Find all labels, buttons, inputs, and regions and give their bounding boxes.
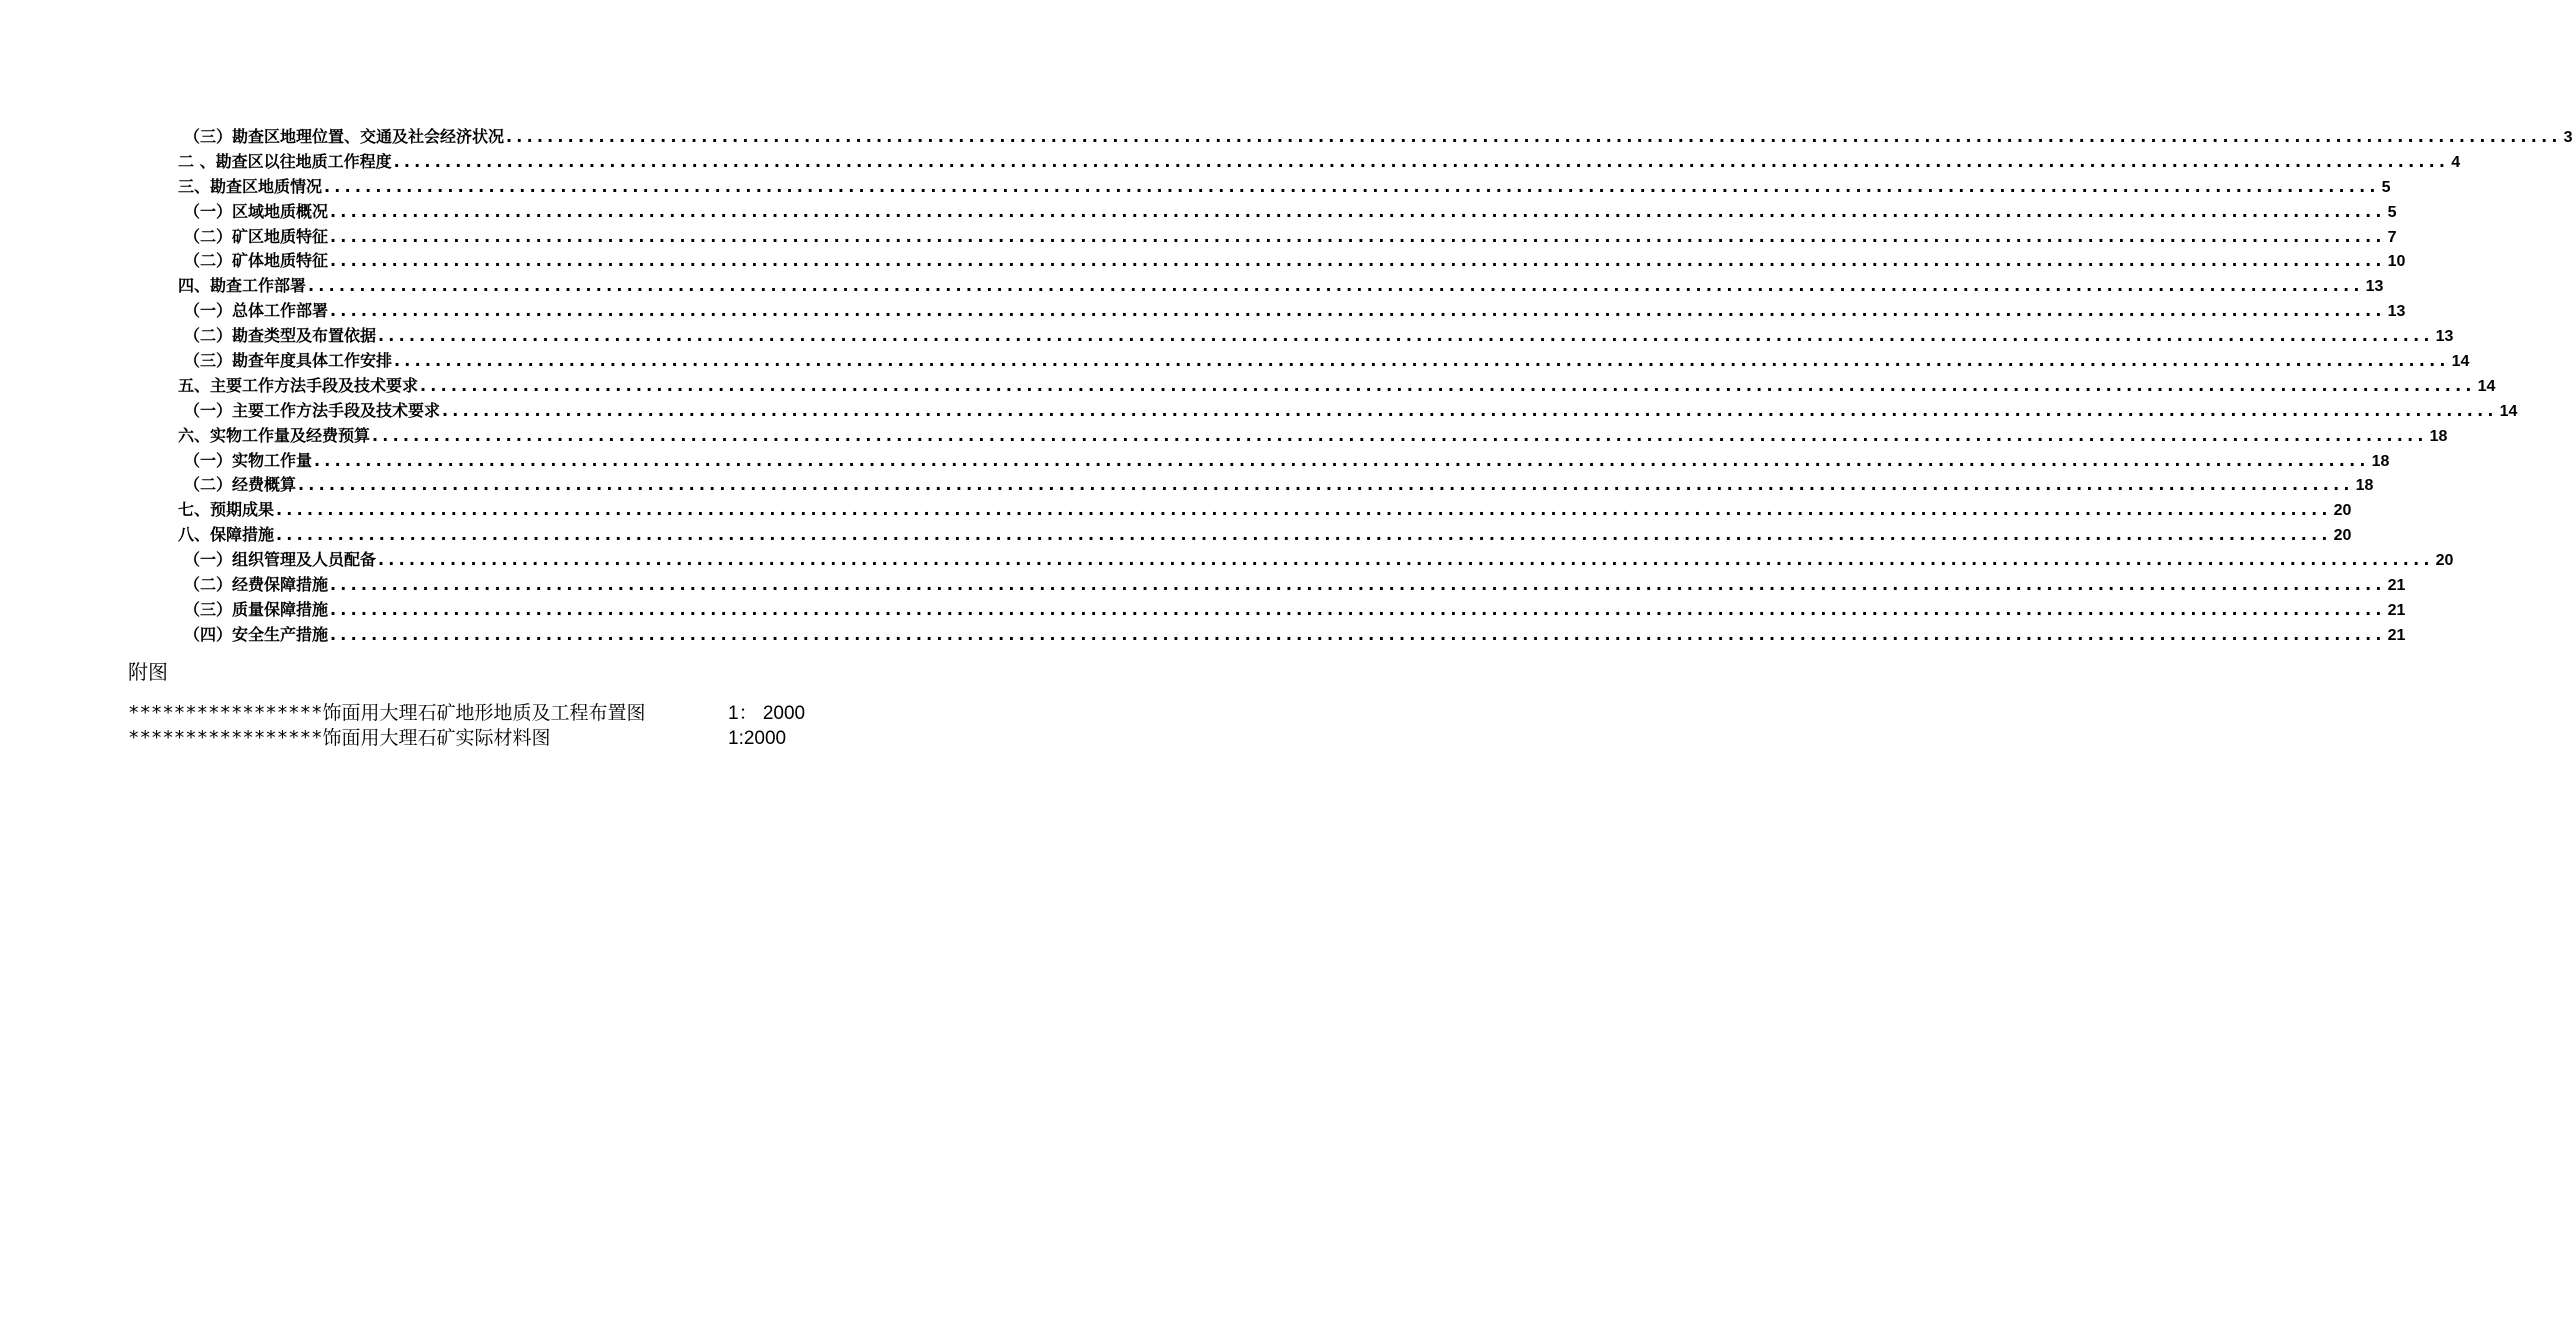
appendix-item-title: *****************饰面用大理石矿地形地质及工程布置图: [128, 702, 646, 724]
toc-entry-title: （一）主要工作方法手段及技术要求: [184, 400, 441, 420]
toc-leader-dots: ........................................................................................................................................................................................................: [378, 326, 2434, 346]
toc-entry[interactable]: [178, 373, 2496, 398]
toc-entry-page: 21: [2387, 577, 2406, 595]
toc-entry-page: 21: [2387, 626, 2406, 644]
toc-entry-page: 20: [2333, 527, 2352, 545]
appendix-list: [128, 698, 828, 748]
toc-entry-title: （二）经费概算: [184, 475, 297, 495]
appendix-heading: 附图: [128, 660, 168, 684]
toc-entry[interactable]: [178, 298, 2406, 323]
toc-leader-dots: ........................................................................................................................................................................................................: [394, 351, 2450, 371]
toc-entry-page: 5: [2381, 178, 2391, 196]
toc-entry[interactable]: [178, 497, 2352, 522]
toc-entry-title: （三）质量保障措施: [184, 599, 329, 619]
appendix-item: [128, 723, 828, 748]
appendix-item-scale: 1： 2000: [728, 703, 806, 724]
toc-entry-page: 14: [2499, 402, 2518, 420]
toc-entry[interactable]: [178, 522, 2352, 547]
toc-entry-page: 21: [2387, 601, 2406, 619]
toc-leader-dots: ........................................................................................................................................................................................................: [276, 500, 2332, 520]
toc-leader-dots: ........................................................................................................................................................................................................: [330, 201, 2386, 221]
toc-entry-page: 7: [2387, 228, 2397, 246]
toc-entry[interactable]: [178, 248, 2406, 273]
toc-leader-dots: ........................................................................................................................................................................................................: [330, 251, 2386, 271]
toc-entry-page: 3: [2563, 129, 2573, 146]
toc-leader-dots: ........................................................................................................................................................................................................: [324, 176, 2380, 196]
toc-entry-title: （一）组织管理及人员配备: [184, 550, 377, 570]
toc-entry-title: （三）勘查年度具体工作安排: [184, 351, 393, 371]
toc-entry[interactable]: [178, 622, 2406, 647]
toc-entry-title: （一）实物工作量: [184, 450, 313, 470]
toc-entry[interactable]: [178, 124, 2573, 149]
toc-entry-page: 13: [2365, 278, 2384, 296]
toc-leader-dots: ........................................................................................................................................................................................................: [330, 226, 2386, 246]
toc-entry[interactable]: [178, 572, 2406, 597]
toc-leader-dots: ........................................................................................................................................................................................................: [330, 575, 2386, 595]
toc-entry[interactable]: [178, 224, 2397, 249]
toc-entry[interactable]: [178, 547, 2454, 572]
toc-entry-title: 六、实物工作量及经费预算: [178, 425, 371, 445]
toc-entry-title: 七、预期成果: [178, 500, 275, 520]
toc-leader-dots: ........................................................................................................................................................................................................: [442, 400, 2498, 420]
toc-entry-title: （二）勘查类型及布置依据: [184, 326, 377, 346]
toc-entry-title: （二）矿区地质特征: [184, 226, 329, 246]
toc-entry-page: 20: [2333, 502, 2352, 520]
toc-entry-page: 18: [2371, 452, 2390, 470]
toc-entry-page: 5: [2387, 203, 2397, 221]
toc-leader-dots: ........................................................................................................................................................................................................: [506, 127, 2562, 146]
toc-entry-page: 4: [2451, 153, 2461, 171]
appendix-item-title: *****************饰面用大理石矿实际材料图: [128, 727, 551, 749]
toc-entry-page: 14: [2477, 377, 2496, 395]
toc-entry-page: 13: [2435, 328, 2454, 346]
toc-leader-dots: ........................................................................................................................................................................................................: [308, 276, 2364, 296]
toc-entry-title: （一）总体工作部署: [184, 301, 329, 321]
appendix-item-scale: 1:2000: [728, 728, 787, 749]
toc-leader-dots: ........................................................................................................................................................................................................: [378, 550, 2434, 570]
toc-entry-title: 四、勘查工作部署: [178, 276, 307, 296]
toc-leader-dots: ........................................................................................................................................................................................................: [276, 525, 2332, 545]
toc-entry-page: 18: [2429, 427, 2448, 445]
toc-entry-title: （二）矿体地质特征: [184, 251, 329, 271]
appendix-item: [128, 698, 828, 723]
toc-entry[interactable]: [178, 423, 2448, 448]
toc-leader-dots: ........................................................................................................................................................................................................: [330, 624, 2386, 644]
toc-entry[interactable]: [178, 149, 2461, 174]
toc-leader-dots: ........................................................................................................................................................................................................: [298, 475, 2354, 495]
toc-leader-dots: ........................................................................................................................................................................................................: [420, 375, 2476, 395]
toc-leader-dots: ........................................................................................................................................................................................................: [314, 450, 2370, 470]
toc-leader-dots: ........................................................................................................................................................................................................: [372, 425, 2428, 445]
table-of-contents: [178, 124, 2573, 647]
toc-leader-dots: ........................................................................................................................................................................................................: [330, 301, 2386, 321]
toc-entry[interactable]: [178, 273, 2384, 298]
toc-entry[interactable]: [178, 174, 2391, 199]
toc-entry[interactable]: [178, 597, 2406, 622]
toc-entry[interactable]: [178, 199, 2397, 224]
toc-leader-dots: ........................................................................................................................................................................................................: [393, 151, 2450, 171]
toc-entry-title: （四）安全生产措施: [184, 624, 329, 644]
toc-entry[interactable]: [178, 398, 2518, 423]
toc-entry-title: 三、勘查区地质情况: [178, 176, 323, 196]
toc-entry-title: 五、主要工作方法手段及技术要求: [178, 375, 419, 395]
toc-entry-title: （一）区域地质概况: [184, 201, 329, 221]
toc-entry-title: （二）经费保障措施: [184, 575, 329, 595]
toc-entry[interactable]: [178, 348, 2470, 373]
toc-leader-dots: ........................................................................................................................................................................................................: [330, 599, 2386, 619]
toc-entry[interactable]: [178, 323, 2454, 348]
toc-entry-page: 14: [2451, 353, 2470, 371]
toc-entry-page: 18: [2355, 477, 2374, 495]
toc-entry-page: 10: [2387, 253, 2406, 271]
toc-entry[interactable]: [178, 448, 2390, 473]
toc-entry-title: 八、保障措施: [178, 525, 275, 545]
toc-entry[interactable]: [178, 472, 2374, 497]
toc-entry-page: 20: [2435, 552, 2454, 570]
toc-entry-title: 二 、勘查区以往地质工作程度: [178, 151, 392, 171]
toc-entry-title: （三）勘查区地理位置、交通及社会经济状况: [184, 127, 505, 146]
toc-entry-page: 13: [2387, 303, 2406, 321]
